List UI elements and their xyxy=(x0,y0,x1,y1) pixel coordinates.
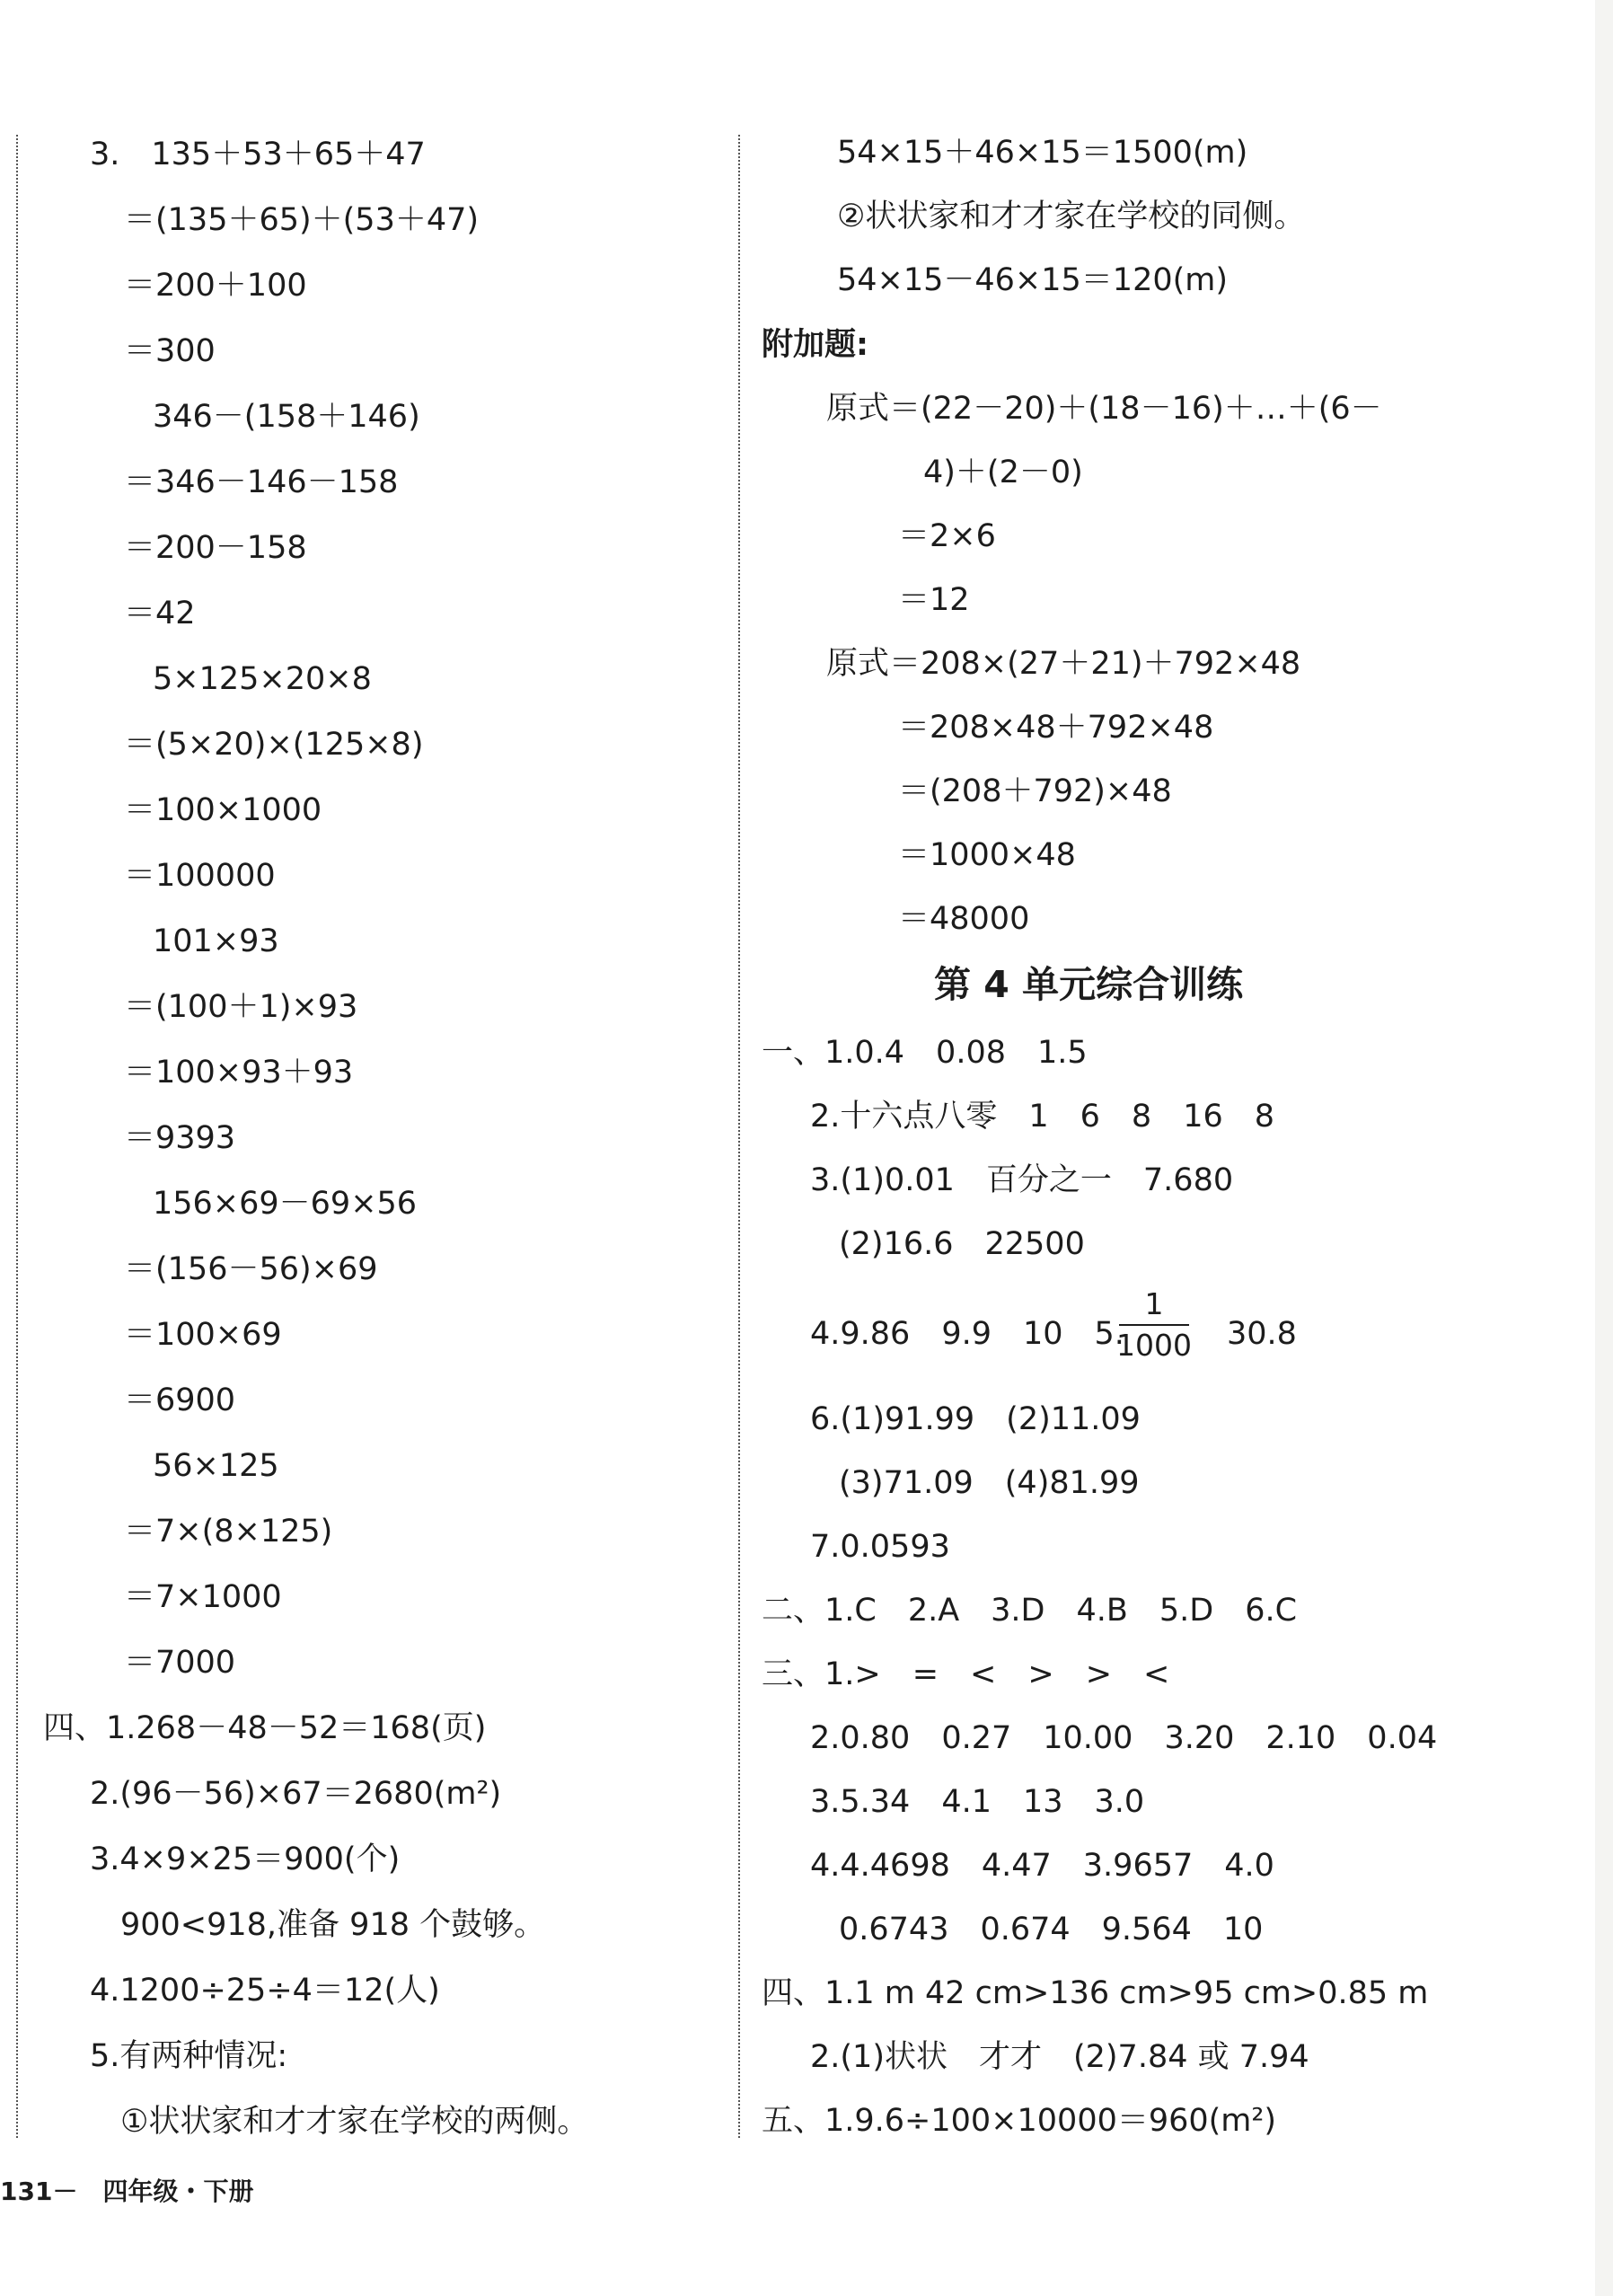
right-line: ＝208×48＋792×48 xyxy=(898,710,1214,746)
left-line: ＝200＋100 xyxy=(124,268,307,304)
unit-4-heading: 第 4 单元综合训练 xyxy=(934,963,1244,1006)
left-line: ＝200－158 xyxy=(124,530,307,566)
column-divider xyxy=(738,135,740,2138)
fraction-bar xyxy=(1119,1324,1189,1326)
right-line: 30.8 xyxy=(1227,1316,1297,1352)
left-line: ＝(156－56)×69 xyxy=(124,1251,378,1287)
left-line: 56×125 xyxy=(153,1448,279,1484)
left-line: 101×93 xyxy=(153,923,279,959)
left-line: ＝(100＋1)×93 xyxy=(124,989,358,1025)
left-line: ＝(135＋65)＋(53＋47) xyxy=(124,202,480,238)
right-line: 2.0.80 0.27 10.00 3.20 2.10 0.04 xyxy=(810,1720,1438,1756)
left-line: ＝7×1000 xyxy=(124,1579,282,1615)
left-line: 3. 135＋53＋65＋47 xyxy=(90,137,426,172)
right-line: 2.十六点八零 1 6 8 16 8 xyxy=(810,1099,1275,1135)
right-line: 原式＝(22－20)＋(18－16)＋…＋(6－ xyxy=(826,391,1382,427)
left-line: 5.有两种情况: xyxy=(90,2038,288,2074)
left-line: ＝7000 xyxy=(124,1645,236,1681)
right-line: 4)＋(2－0) xyxy=(923,455,1083,490)
left-line: ＝6900 xyxy=(124,1382,236,1418)
left-line: 4.1200÷25÷4＝12(人) xyxy=(90,1973,440,2009)
right-line: 54×15－46×15＝120(m) xyxy=(837,262,1229,298)
left-line: ＝42 xyxy=(124,596,196,631)
right-line: ＝(208＋792)×48 xyxy=(898,773,1172,809)
left-margin-rule xyxy=(16,135,18,2138)
right-line: 四、1.1 m 42 cm>136 cm>95 cm>0.85 m xyxy=(762,1975,1429,2011)
right-line: 原式＝208×(27＋21)＋792×48 xyxy=(826,646,1301,682)
right-line: ＝1000×48 xyxy=(898,837,1076,873)
right-line: 三、1.> = < > > < xyxy=(762,1656,1170,1692)
right-line: 3.5.34 4.1 13 3.0 xyxy=(810,1784,1145,1820)
right-line: 2.(1)状状 才才 (2)7.84 或 7.94 xyxy=(810,2039,1309,2075)
right-line: 4.4.4698 4.47 3.9657 4.0 xyxy=(810,1848,1274,1884)
right-line: 五、1.9.6÷100×10000＝960(m²) xyxy=(762,2103,1277,2139)
bonus-heading: 附加题: xyxy=(762,327,868,363)
right-line: 54×15＋46×15＝1500(m) xyxy=(837,135,1248,171)
fraction-denominator: 1000 xyxy=(1116,1328,1192,1363)
left-line: 156×69－69×56 xyxy=(153,1186,418,1222)
right-line: 7.0.0593 xyxy=(810,1529,950,1565)
right-line: ＝48000 xyxy=(898,901,1030,937)
right-line: 6.(1)91.99 (2)11.09 xyxy=(810,1401,1141,1437)
right-line: 二、1.C 2.A 3.D 4.B 5.D 6.C xyxy=(762,1593,1298,1629)
right-line: ＝2×6 xyxy=(898,518,996,554)
right-line: 3.(1)0.01 百分之一 7.680 xyxy=(810,1162,1234,1198)
left-line: ＝300 xyxy=(124,333,216,369)
left-line: ①状状家和才才家在学校的两侧。 xyxy=(120,2104,589,2140)
left-line: ＝9393 xyxy=(124,1120,236,1156)
left-line: ＝7×(8×125) xyxy=(124,1514,333,1550)
page-footer: 131－ 四年级・下册 xyxy=(0,2177,254,2206)
right-line: 0.6743 0.674 9.564 10 xyxy=(839,1912,1264,1947)
left-line: ＝(5×20)×(125×8) xyxy=(124,727,424,763)
left-line: ＝100×1000 xyxy=(124,792,322,828)
left-line: 346－(158＋146) xyxy=(153,399,420,435)
right-line: (2)16.6 22500 xyxy=(839,1226,1085,1262)
right-line: 一、1.0.4 0.08 1.5 xyxy=(762,1035,1088,1071)
right-line: ②状状家和才才家在学校的同侧。 xyxy=(837,199,1306,234)
left-line: 2.(96－56)×67＝2680(m²) xyxy=(90,1776,502,1812)
left-line: ＝100×69 xyxy=(124,1317,282,1353)
right-line: 4.9.86 9.9 10 5. xyxy=(810,1316,1124,1352)
left-line: ＝346－146－158 xyxy=(124,464,399,500)
left-line: ＝100000 xyxy=(124,858,276,894)
left-line: ＝100×93＋93 xyxy=(124,1055,354,1091)
right-line: (3)71.09 (4)81.99 xyxy=(839,1465,1140,1501)
left-line: 900<918,准备 918 个鼓够。 xyxy=(120,1907,546,1943)
left-line: 5×125×20×8 xyxy=(153,661,372,697)
left-line: 四、1.268－48－52＝168(页) xyxy=(43,1710,487,1746)
fraction-numerator: 1 xyxy=(1144,1286,1164,1321)
fraction-one-thousandth xyxy=(1114,1286,1194,1364)
left-line: 3.4×9×25＝900(个) xyxy=(90,1841,401,1877)
right-line: ＝12 xyxy=(898,582,970,618)
